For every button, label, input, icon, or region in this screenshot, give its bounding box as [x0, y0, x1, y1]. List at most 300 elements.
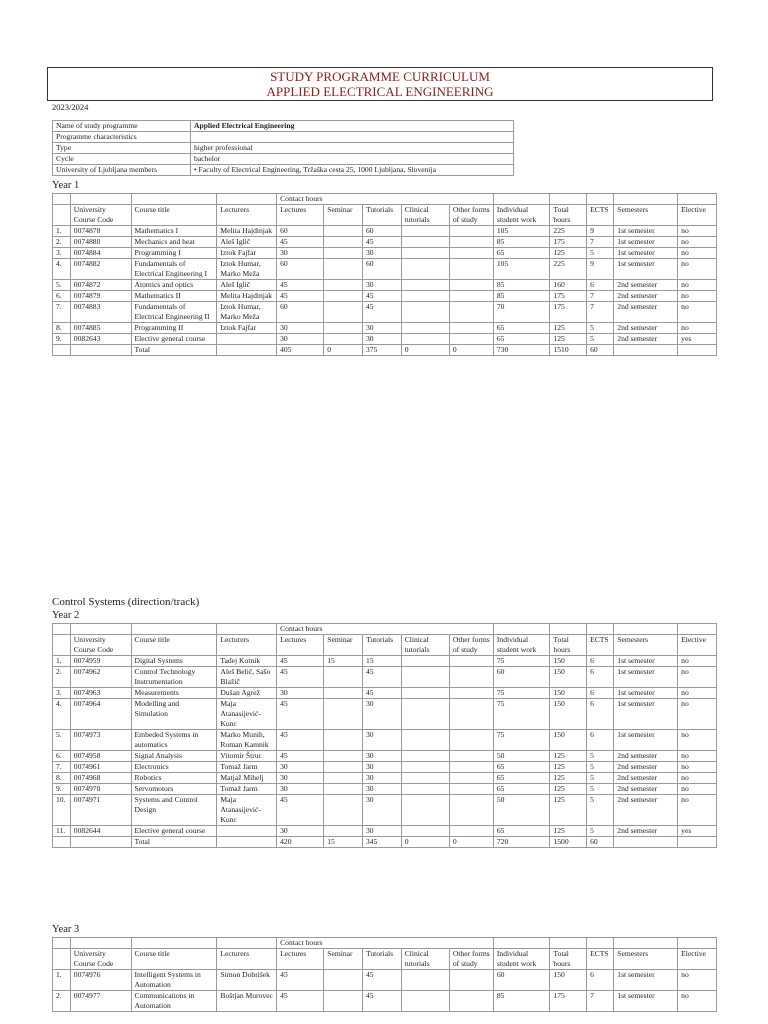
header-blank: [493, 194, 550, 205]
header-blank: [550, 194, 587, 205]
lectures-hours: 30: [277, 334, 324, 345]
tutorials-hours: 45: [362, 302, 401, 323]
tutorials-hours: 45: [362, 237, 401, 248]
total-row: [53, 837, 717, 848]
elective: no: [678, 773, 717, 784]
clinical-hours: [401, 751, 449, 762]
elective: no: [678, 751, 717, 762]
course-title: Signal Analysis: [131, 751, 217, 762]
course-code: 0074963: [70, 688, 131, 699]
ects: 5: [587, 784, 614, 795]
other-hours: [449, 302, 493, 323]
course-row: [53, 730, 717, 751]
other-hours: [449, 237, 493, 248]
individual-work: 75: [493, 699, 550, 730]
ects: 6: [587, 280, 614, 291]
header-blank: [217, 194, 277, 205]
course-code: [70, 345, 131, 356]
clinical-hours: [401, 226, 449, 237]
seminar-hours: 15: [324, 837, 363, 848]
column-header-semesters: Semesters: [614, 635, 678, 656]
seminar-hours: [324, 751, 363, 762]
row-number: [53, 837, 71, 848]
semester: 2nd semester: [614, 280, 678, 291]
individual-work: 75: [493, 688, 550, 699]
individual-work: 60: [493, 970, 550, 991]
clinical-hours: [401, 291, 449, 302]
lectures-hours: 30: [277, 773, 324, 784]
elective: no: [678, 248, 717, 259]
tutorials-hours: 45: [362, 291, 401, 302]
tutorials-hours: 45: [362, 970, 401, 991]
curriculum-header: [47, 67, 713, 101]
other-hours: [449, 773, 493, 784]
course-title: Fundamentals of Electrical Engineering II: [131, 302, 217, 323]
info-value: bachelor: [191, 154, 514, 165]
column-header-elective: Elective: [678, 635, 717, 656]
lecturers: Tomaž Jarm: [217, 762, 277, 773]
header-blank: [614, 938, 678, 949]
course-title: Measurements: [131, 688, 217, 699]
ects: 5: [587, 248, 614, 259]
lecturers: Iztok Humar, Marko Meža: [217, 259, 277, 280]
ects: 9: [587, 259, 614, 280]
lectures-hours: 30: [277, 323, 324, 334]
elective: no: [678, 323, 717, 334]
course-row: [53, 656, 717, 667]
course-row: [53, 226, 717, 237]
tutorials-hours: 30: [362, 751, 401, 762]
individual-work: 85: [493, 237, 550, 248]
lecturers: Iztok Fajfar: [217, 323, 277, 334]
total-hours: 175: [550, 302, 587, 323]
course-row: [53, 248, 717, 259]
column-header-clinical: Clinical tutorials: [401, 205, 449, 226]
total-hours: 125: [550, 323, 587, 334]
lectures-hours: 45: [277, 291, 324, 302]
tutorials-hours: 30: [362, 334, 401, 345]
header-blank: [587, 938, 614, 949]
course-row: [53, 323, 717, 334]
course-title: Intelligent Systems in Automation: [131, 970, 217, 991]
ects: 6: [587, 688, 614, 699]
elective: no: [678, 730, 717, 751]
row-number: 9.: [53, 334, 71, 345]
total-row: [53, 345, 717, 356]
ects: 60: [587, 837, 614, 848]
course-title: Mathematics II: [131, 291, 217, 302]
tutorials-hours: 30: [362, 280, 401, 291]
ects: 6: [587, 656, 614, 667]
row-number: 2.: [53, 667, 71, 688]
lectures-hours: 60: [277, 302, 324, 323]
lecturers: Melita Hajdinjak: [217, 291, 277, 302]
clinical-hours: [401, 699, 449, 730]
tutorials-hours: 60: [362, 259, 401, 280]
row-number: 1.: [53, 656, 71, 667]
course-code: 0074879: [70, 291, 131, 302]
seminar-hours: [324, 291, 363, 302]
course-row: [53, 688, 717, 699]
seminar-hours: 0: [324, 345, 363, 356]
clinical-hours: [401, 248, 449, 259]
seminar-hours: 15: [324, 656, 363, 667]
row-number: 2.: [53, 991, 71, 1012]
course-row: [53, 280, 717, 291]
ects: 6: [587, 699, 614, 730]
header-blank: [53, 938, 71, 949]
total-hours: 150: [550, 688, 587, 699]
course-code: 0082644: [70, 826, 131, 837]
row-number: 2.: [53, 237, 71, 248]
clinical-hours: [401, 280, 449, 291]
tutorials-hours: 30: [362, 795, 401, 826]
lecturers: Melita Hajdinjak: [217, 226, 277, 237]
semester: 2nd semester: [614, 323, 678, 334]
course-code: 0074968: [70, 773, 131, 784]
info-label: University of Ljubljana members: [53, 165, 191, 176]
seminar-hours: [324, 784, 363, 795]
clinical-hours: [401, 762, 449, 773]
elective: no: [678, 291, 717, 302]
total-label: Total: [131, 837, 217, 848]
ects: 7: [587, 237, 614, 248]
header-blank: [587, 194, 614, 205]
semester: [614, 837, 678, 848]
header-blank: [678, 624, 717, 635]
lecturers: Iztok Fajfar: [217, 248, 277, 259]
semester: [614, 345, 678, 356]
course-title: Embeded Systems in automatics: [131, 730, 217, 751]
individual-work: 75: [493, 730, 550, 751]
individual-work: 70: [493, 302, 550, 323]
lecturers: Maja Atanasijević-Kunc: [217, 699, 277, 730]
course-code: [70, 837, 131, 848]
header-row-1: [53, 938, 717, 949]
header-blank: [550, 938, 587, 949]
column-header-tutorials: Tutorials: [362, 635, 401, 656]
tutorials-hours: 30: [362, 730, 401, 751]
header-blank: [53, 194, 71, 205]
header-blank: [70, 194, 131, 205]
header-blank: [70, 624, 131, 635]
year1-curriculum-table: [52, 193, 717, 356]
lectures-hours: 30: [277, 762, 324, 773]
seminar-hours: [324, 688, 363, 699]
semester: 1st semester: [614, 248, 678, 259]
lecturers: [217, 826, 277, 837]
info-label: Name of study programme: [53, 121, 191, 132]
course-code: 0074971: [70, 795, 131, 826]
individual-work: 105: [493, 226, 550, 237]
individual-work: 65: [493, 323, 550, 334]
header-blank: [493, 938, 550, 949]
tutorials-hours: 30: [362, 773, 401, 784]
elective: no: [678, 302, 717, 323]
header-blank: [131, 194, 217, 205]
ects: 60: [587, 345, 614, 356]
header-blank: [53, 205, 71, 226]
semester: 1st semester: [614, 730, 678, 751]
info-row: [53, 143, 514, 154]
total-hours: 125: [550, 773, 587, 784]
lectures-hours: 45: [277, 991, 324, 1012]
course-code: 0074977: [70, 991, 131, 1012]
individual-work: 720: [493, 837, 550, 848]
seminar-hours: [324, 237, 363, 248]
total-hours: 150: [550, 667, 587, 688]
course-row: [53, 773, 717, 784]
header-blank: [131, 624, 217, 635]
ects: 6: [587, 730, 614, 751]
course-title: Elective general course: [131, 826, 217, 837]
ects: 5: [587, 762, 614, 773]
tutorials-hours: 345: [362, 837, 401, 848]
column-header-clinical: Clinical tutorials: [401, 949, 449, 970]
lecturers: Boštjan Murovec: [217, 991, 277, 1012]
semester: 2nd semester: [614, 291, 678, 302]
total-hours: 125: [550, 784, 587, 795]
row-number: 10.: [53, 795, 71, 826]
header-blank: [131, 938, 217, 949]
lectures-hours: 60: [277, 259, 324, 280]
course-title: Mathematics I: [131, 226, 217, 237]
lecturers: Aleš Iglič: [217, 280, 277, 291]
course-row: [53, 970, 717, 991]
header-row-2: [53, 205, 717, 226]
course-row: [53, 699, 717, 730]
course-code: 0074959: [70, 656, 131, 667]
semester: 2nd semester: [614, 773, 678, 784]
ects: 5: [587, 826, 614, 837]
course-title: Atomics and optics: [131, 280, 217, 291]
tutorials-hours: 15: [362, 656, 401, 667]
info-value: Applied Electrical Engineering: [191, 121, 514, 132]
row-number: 5.: [53, 730, 71, 751]
semester: 2nd semester: [614, 751, 678, 762]
course-code: 0074878: [70, 226, 131, 237]
column-header-title: Course title: [131, 949, 217, 970]
lectures-hours: 30: [277, 784, 324, 795]
course-title: Servomotors: [131, 784, 217, 795]
row-number: 6.: [53, 291, 71, 302]
course-title: Elective general course: [131, 334, 217, 345]
header-blank: [678, 194, 717, 205]
lecturers: Iztok Humar, Marko Meža: [217, 302, 277, 323]
individual-work: 85: [493, 991, 550, 1012]
column-header-lectures: Lectures: [277, 205, 324, 226]
lecturers: [217, 334, 277, 345]
header-row-1: [53, 194, 717, 205]
individual-work: 65: [493, 773, 550, 784]
row-number: 1.: [53, 226, 71, 237]
seminar-hours: [324, 334, 363, 345]
total-hours: 1500: [550, 837, 587, 848]
course-row: [53, 237, 717, 248]
header-subtitle: APPLIED ELECTRICAL ENGINEERING: [266, 84, 494, 99]
seminar-hours: [324, 699, 363, 730]
row-number: 4.: [53, 259, 71, 280]
other-hours: [449, 795, 493, 826]
total-hours: 150: [550, 656, 587, 667]
course-row: [53, 751, 717, 762]
total-hours: 125: [550, 762, 587, 773]
info-label: Type: [53, 143, 191, 154]
elective: no: [678, 784, 717, 795]
ects: 5: [587, 773, 614, 784]
semester: 1st semester: [614, 688, 678, 699]
total-hours: 175: [550, 237, 587, 248]
other-hours: [449, 751, 493, 762]
total-hours: 175: [550, 991, 587, 1012]
row-number: 8.: [53, 773, 71, 784]
semester: 2nd semester: [614, 762, 678, 773]
clinical-hours: [401, 237, 449, 248]
other-hours: [449, 656, 493, 667]
total-hours: 225: [550, 259, 587, 280]
seminar-hours: [324, 970, 363, 991]
column-header-ects: ECTS: [587, 949, 614, 970]
column-header-tutorials: Tutorials: [362, 949, 401, 970]
lecturers: Vitomir Štruc: [217, 751, 277, 762]
individual-work: 60: [493, 667, 550, 688]
column-header-code: University Course Code: [70, 205, 131, 226]
semester: 1st semester: [614, 656, 678, 667]
total-hours: 125: [550, 248, 587, 259]
clinical-hours: [401, 302, 449, 323]
other-hours: [449, 688, 493, 699]
individual-work: 85: [493, 291, 550, 302]
course-title: Fundamentals of Electrical Engineering I: [131, 259, 217, 280]
elective: no: [678, 688, 717, 699]
column-header-total: Total hours: [550, 635, 587, 656]
individual-work: 65: [493, 784, 550, 795]
total-hours: 160: [550, 280, 587, 291]
total-hours: 150: [550, 730, 587, 751]
other-hours: [449, 970, 493, 991]
column-header-semesters: Semesters: [614, 205, 678, 226]
course-row: [53, 302, 717, 323]
clinical-hours: [401, 656, 449, 667]
ects: 6: [587, 667, 614, 688]
semester: 1st semester: [614, 226, 678, 237]
clinical-hours: [401, 667, 449, 688]
lectures-hours: 45: [277, 280, 324, 291]
column-header-lecturers: Lecturers: [217, 949, 277, 970]
elective: no: [678, 226, 717, 237]
header-blank: [587, 624, 614, 635]
clinical-hours: [401, 730, 449, 751]
column-header-lectures: Lectures: [277, 949, 324, 970]
other-hours: [449, 762, 493, 773]
clinical-hours: [401, 688, 449, 699]
ects: 7: [587, 991, 614, 1012]
elective: no: [678, 280, 717, 291]
row-number: 9.: [53, 784, 71, 795]
course-code: 0074885: [70, 323, 131, 334]
seminar-hours: [324, 302, 363, 323]
year3-label: Year 3: [52, 924, 80, 935]
total-hours: 175: [550, 291, 587, 302]
column-header-lecturers: Lecturers: [217, 205, 277, 226]
lectures-hours: 405: [277, 345, 324, 356]
column-header-ects: ECTS: [587, 635, 614, 656]
info-row: [53, 154, 514, 165]
header-blank: [217, 624, 277, 635]
header-blank: [614, 194, 678, 205]
header-blank: [217, 938, 277, 949]
semester: 1st semester: [614, 970, 678, 991]
total-hours: 125: [550, 334, 587, 345]
tutorials-hours: 45: [362, 667, 401, 688]
course-code: 0074883: [70, 302, 131, 323]
other-hours: [449, 784, 493, 795]
header-row-2: [53, 635, 717, 656]
header-blank: [70, 938, 131, 949]
header-title: STUDY PROGRAMME CURRICULUM: [270, 69, 490, 84]
seminar-hours: [324, 259, 363, 280]
seminar-hours: [324, 248, 363, 259]
course-title: Communications in Automation: [131, 991, 217, 1012]
seminar-hours: [324, 323, 363, 334]
course-code: 0074882: [70, 259, 131, 280]
seminar-hours: [324, 667, 363, 688]
other-hours: 0: [449, 345, 493, 356]
tutorials-hours: 30: [362, 826, 401, 837]
seminar-hours: [324, 226, 363, 237]
column-header-title: Course title: [131, 635, 217, 656]
year2-label: Year 2: [52, 610, 80, 621]
column-header-other: Other forms of study: [449, 205, 493, 226]
column-header-code: University Course Code: [70, 949, 131, 970]
lecturers: Simon Dobrišek: [217, 970, 277, 991]
header-row-2: [53, 949, 717, 970]
clinical-hours: [401, 334, 449, 345]
seminar-hours: [324, 795, 363, 826]
row-number: 11.: [53, 826, 71, 837]
course-row: [53, 334, 717, 345]
column-header-total: Total hours: [550, 949, 587, 970]
clinical-hours: [401, 323, 449, 334]
other-hours: [449, 991, 493, 1012]
tutorials-hours: 30: [362, 248, 401, 259]
course-code: 0074973: [70, 730, 131, 751]
ects: 7: [587, 302, 614, 323]
individual-work: 65: [493, 762, 550, 773]
individual-work: 65: [493, 334, 550, 345]
individual-work: 65: [493, 248, 550, 259]
lectures-hours: 45: [277, 795, 324, 826]
other-hours: [449, 226, 493, 237]
lectures-hours: 60: [277, 226, 324, 237]
lecturers: Matjaž Mihelj: [217, 773, 277, 784]
total-hours: 125: [550, 795, 587, 826]
track-title: Control Systems (direction/track): [52, 596, 200, 608]
ects: 5: [587, 334, 614, 345]
total-hours: 150: [550, 699, 587, 730]
row-number: 5.: [53, 280, 71, 291]
elective: no: [678, 259, 717, 280]
tutorials-hours: 375: [362, 345, 401, 356]
column-header-elective: Elective: [678, 205, 717, 226]
course-title: Programming I: [131, 248, 217, 259]
individual-work: 730: [493, 345, 550, 356]
total-hours: 1510: [550, 345, 587, 356]
year2-curriculum-table: [52, 623, 717, 848]
course-row: [53, 784, 717, 795]
seminar-hours: [324, 762, 363, 773]
header-blank: [53, 624, 71, 635]
